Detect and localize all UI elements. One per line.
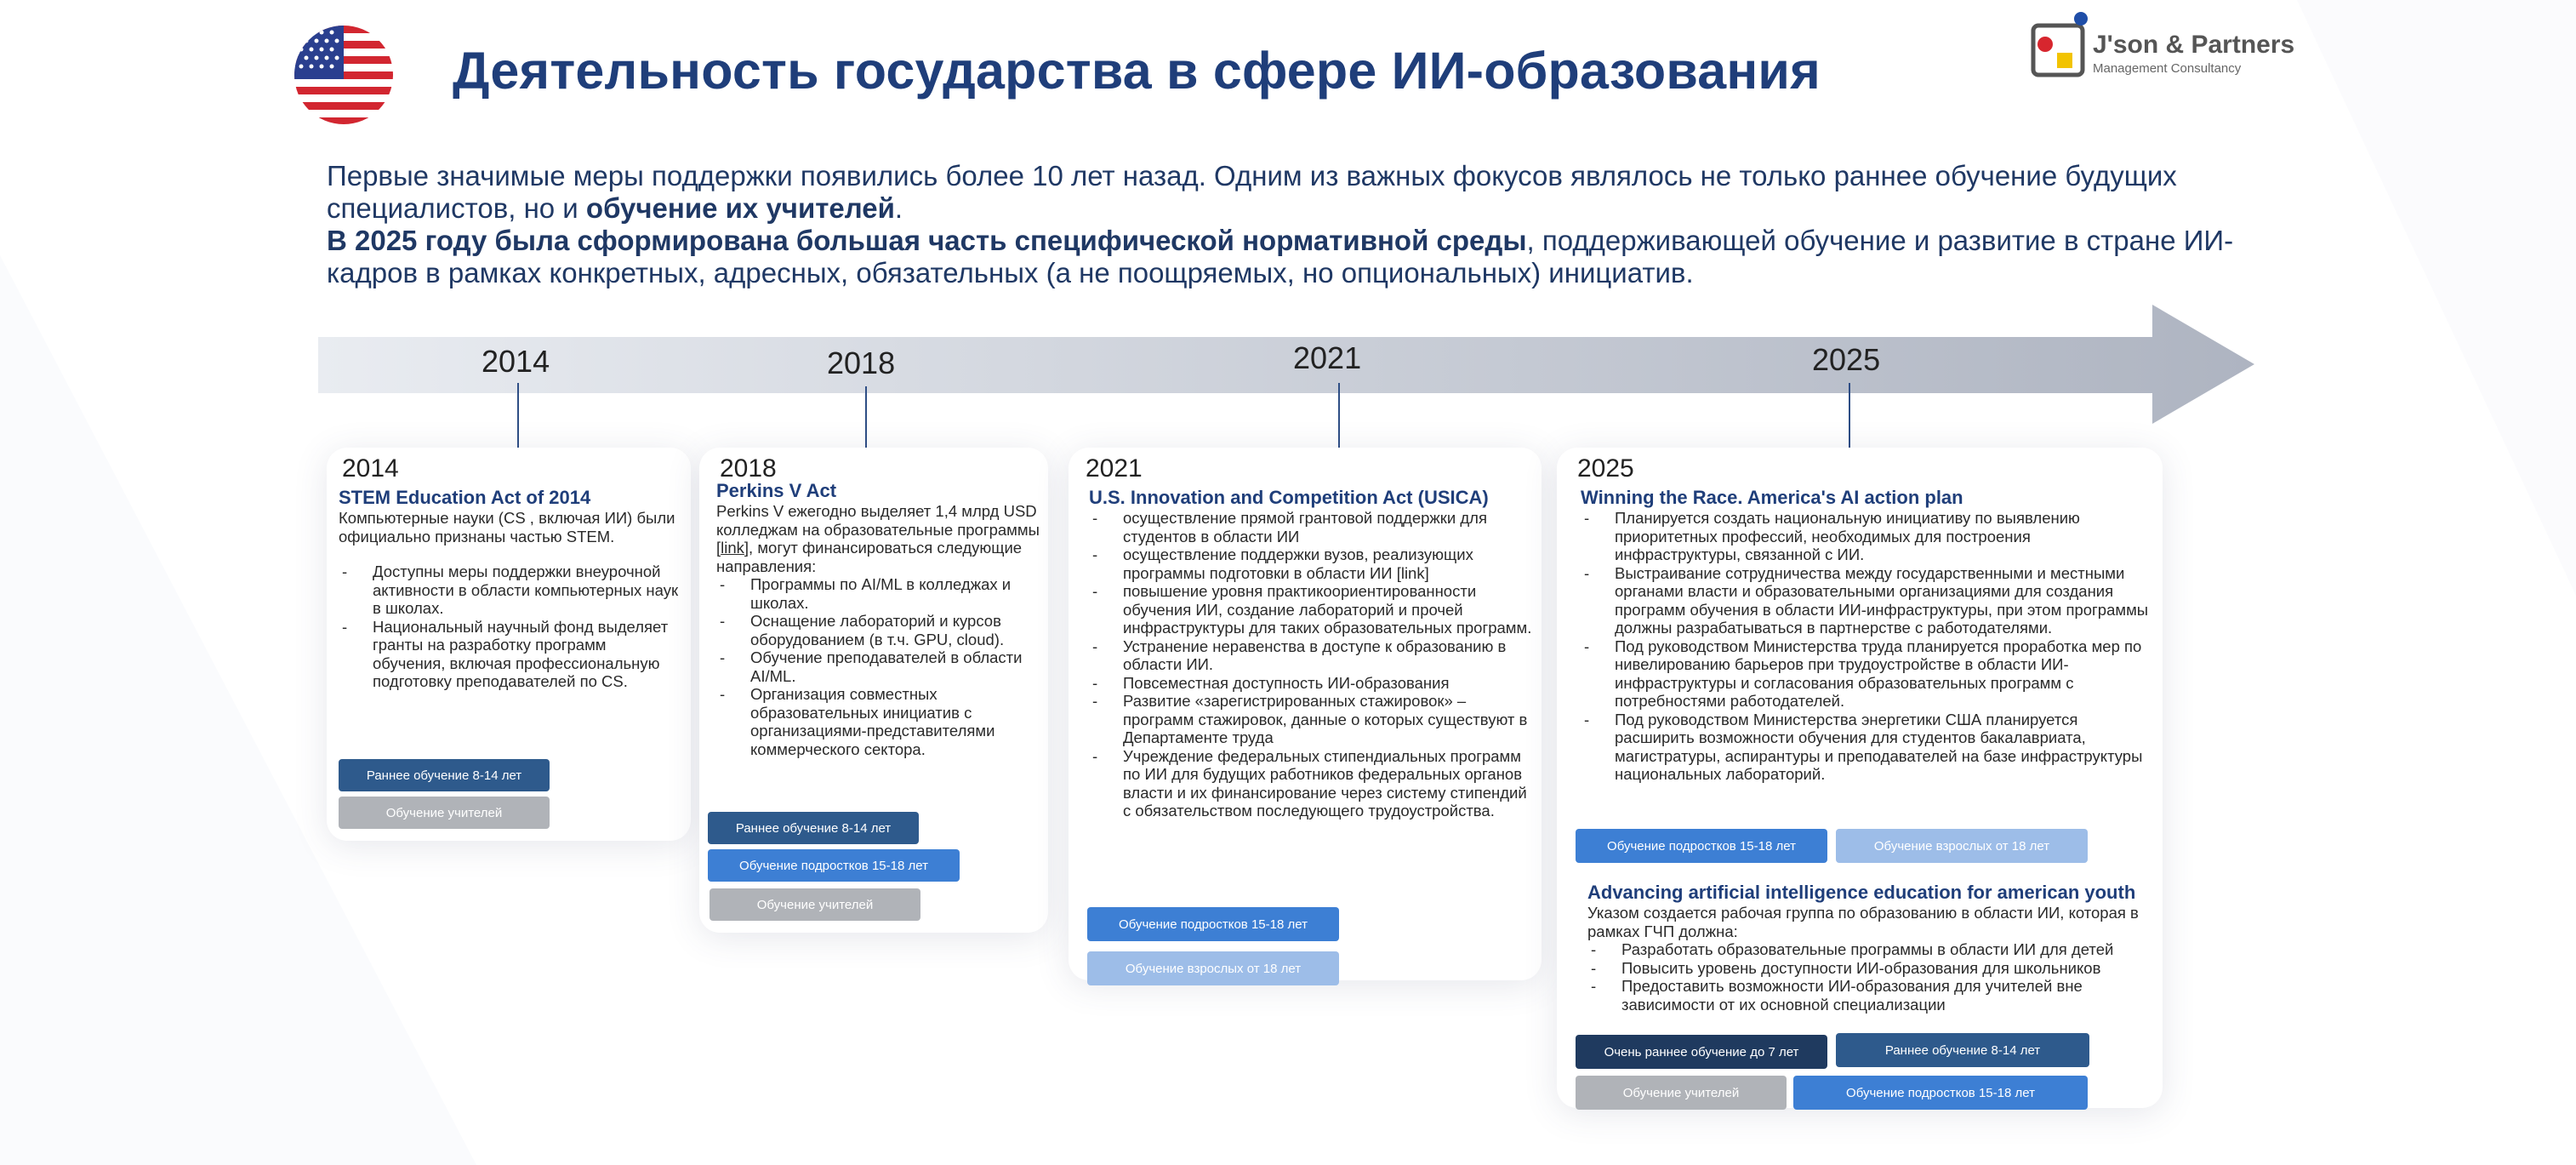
tag-teachers: Обучение учителей — [339, 797, 550, 829]
timeline-year-2014: 2014 — [482, 344, 550, 379]
tag-teens: Обучение подростков 15-18 лет — [708, 849, 960, 882]
list-item: - Под руководством Министерства энергетики США планируется расширить возможности обучения для студентов бакалавриата, магистратуры, аспирантуры и преподавателей на базе инфраструктуры национальных лабораторий. — [1581, 711, 2159, 784]
card-body-2: Указом создается рабочая группа по образованию в области ИИ, которая в рамках ГЧП должна: - Разработать образовательные программы в области ИИ для детей - Повысить уровень доступности ИИ-образования для школьников - Предоставить возможности ИИ-образования для учителей вне зависимости от их основной специализации — [1587, 904, 2159, 1014]
usa-flag-icon — [294, 26, 393, 124]
connector-2014 — [517, 383, 519, 449]
card-body: Компьютерные науки (CS , включая ИИ) были официально признаны частью STEM. - Доступны меры поддержки внеурочной активности в области компьютерных наук в школах. - Национальный научный фонд выделяет гранты на разработку программ обучения, включая профессиональную подготовку преподавателей по CS. — [339, 509, 679, 691]
list-item: - Доступны меры поддержки внеурочной активности в области компьютерных наук в школах. — [339, 563, 679, 618]
tag-early-learning: Раннее обучение 8-14 лет — [1836, 1033, 2089, 1067]
list-item: - осуществление прямой грантовой поддержки для студентов в области ИИ — [1089, 509, 1538, 545]
timeline-year-2018: 2018 — [827, 346, 896, 380]
tag-teens: Обучение подростков 15-18 лет — [1087, 907, 1339, 941]
tag-adults: Обучение взрослых от 18 лет — [1087, 951, 1339, 985]
card-2025 — [1557, 448, 2163, 1108]
logo-text: J'son & Partners — [2093, 31, 2295, 59]
card-body: Perkins V ежегодно выделяет 1,4 млрд USD колледжам на образовательные программы [link], могут финансироваться следующие направления: - Программы по AI/ML в колледжах и школах. - Оснащение лабораторий и курсов оборудованием (в т.ч. GPU, cloud). - Обучение преподавателей в области AI/ML. - Организация совместных образовательных инициатив с организациями-представителями коммерческого сектора. — [716, 502, 1045, 758]
card-body — [1089, 509, 1538, 820]
tag-early-learning: Раннее обучение 8-14 лет — [708, 812, 919, 844]
card-year: 2025 — [1577, 454, 1634, 483]
tag-teachers: Обучение учителей — [710, 888, 920, 921]
list-item: - повышение уровня практикоориентированности обучения ИИ, создание лабораторий и прочей инфраструктуры для таких образовательных программ. — [1089, 582, 1538, 637]
list-item: - Разработать образовательные программы в области ИИ для детей — [1587, 940, 2159, 959]
tag-teens: Обучение подростков 15-18 лет — [1793, 1076, 2088, 1110]
card-title: Winning the Race. America's AI action plan — [1581, 487, 1963, 508]
card-subtitle: Advancing artificial intelligence education for american youth — [1587, 882, 2136, 903]
card-title: STEM Education Act of 2014 — [339, 487, 591, 508]
card-title: Perkins V Act — [716, 480, 837, 501]
list-item: - Устранение неравенства в доступе к образованию в области ИИ. — [1089, 637, 1538, 674]
list-item: - Программы по AI/ML в колледжах и школах. — [716, 575, 1045, 612]
perkins-link[interactable]: link — [721, 539, 744, 557]
company-logo — [2028, 9, 2300, 85]
connector-2021 — [1338, 383, 1340, 449]
tag-very-early: Очень раннее обучение до 7 лет — [1576, 1035, 1827, 1069]
list-item: - Национальный научный фонд выделяет гранты на разработку программ обучения, включая профессиональную подготовку преподавателей по CS. — [339, 618, 679, 691]
tag-teens: Обучение подростков 15-18 лет — [1576, 829, 1827, 863]
card-2021 — [1069, 448, 1542, 980]
list-item: - Учреждение федеральных стипендиальных программ по ИИ для будущих работников федеральных органов власти и их финансирование через систему стипендий с обязательством последующего трудоустройства. — [1089, 747, 1538, 820]
list-item: - Развитие «зарегистрированных стажировок» – программ стажировок, данные о которых существуют в Департаменте труда — [1089, 692, 1538, 747]
card-title: U.S. Innovation and Competition Act (USICA) — [1089, 487, 1489, 508]
timeline-year-2025: 2025 — [1812, 342, 1881, 377]
logo-subtext: Management Consultancy — [2093, 61, 2242, 76]
list-item: - Повсеместная доступность ИИ-образования — [1089, 674, 1538, 693]
list-item: - Повысить уровень доступности ИИ-образования для школьников — [1587, 959, 2159, 978]
intro-text: Первые значимые меры поддержки появились более 10 лет назад. Одним из важных фокусов являлось не только раннее обучение будущих специалистов, но и обучение их учителей. В 2025 году была сформирована большая часть специфической нормативной среды, поддерживающей обучение и развитие в стране ИИ-кадров в рамках конкретных, адресных, обязательных (а не поощряемых, но опциональных) инициатив. — [327, 160, 2234, 288]
page-title: Деятельность государства в сфере ИИ-образования — [453, 42, 1821, 100]
card-year: 2014 — [342, 454, 399, 483]
list-item: - Под руководством Министерства труда планируется проработка мер по нивелированию барьеров при трудоустройстве в области ИИ-инфраструктуры и согласования образовательных программ с потребностями работодателей. — [1581, 637, 2159, 711]
card-2014 — [327, 448, 691, 841]
list-item: - Организация совместных образовательных инициатив с организациями-представителями коммерческого сектора. — [716, 685, 1045, 758]
card-2018 — [699, 448, 1048, 933]
list-item: - Выстраивание сотрудничества между государственными и местными органами власти и образовательными организациями для создания программ обучения в области ИИ-инфраструктуры, при этом программы должны разрабатываться в партнерстве с работодателями. — [1581, 564, 2159, 637]
tag-adults: Обучение взрослых от 18 лет — [1836, 829, 2088, 863]
list-item: - Планируется создать национальную инициативу по выявлению приоритетных профессий, необходимых для построения инфраструктуры, связанной с ИИ. — [1581, 509, 2159, 564]
card-year: 2018 — [720, 454, 777, 483]
list-item: - Оснащение лабораторий и курсов оборудованием (в т.ч. GPU, cloud). — [716, 612, 1045, 648]
card-body — [1581, 509, 2159, 784]
timeline-arrow — [318, 305, 2258, 424]
list-item: - Предоставить возможности ИИ-образования для учителей вне зависимости от их основной специализации — [1587, 977, 2159, 1014]
tag-teachers: Обучение учителей — [1576, 1076, 1787, 1110]
card-year: 2021 — [1086, 454, 1143, 483]
list-item: - осуществление поддержки вузов, реализующих программы подготовки в области ИИ [link] — [1089, 545, 1538, 582]
tag-early-learning: Раннее обучение 8-14 лет — [339, 759, 550, 791]
list-item: - Обучение преподавателей в области AI/ML. — [716, 648, 1045, 685]
connector-2018 — [865, 386, 867, 451]
connector-2025 — [1849, 383, 1850, 449]
timeline-year-2021: 2021 — [1293, 340, 1362, 375]
